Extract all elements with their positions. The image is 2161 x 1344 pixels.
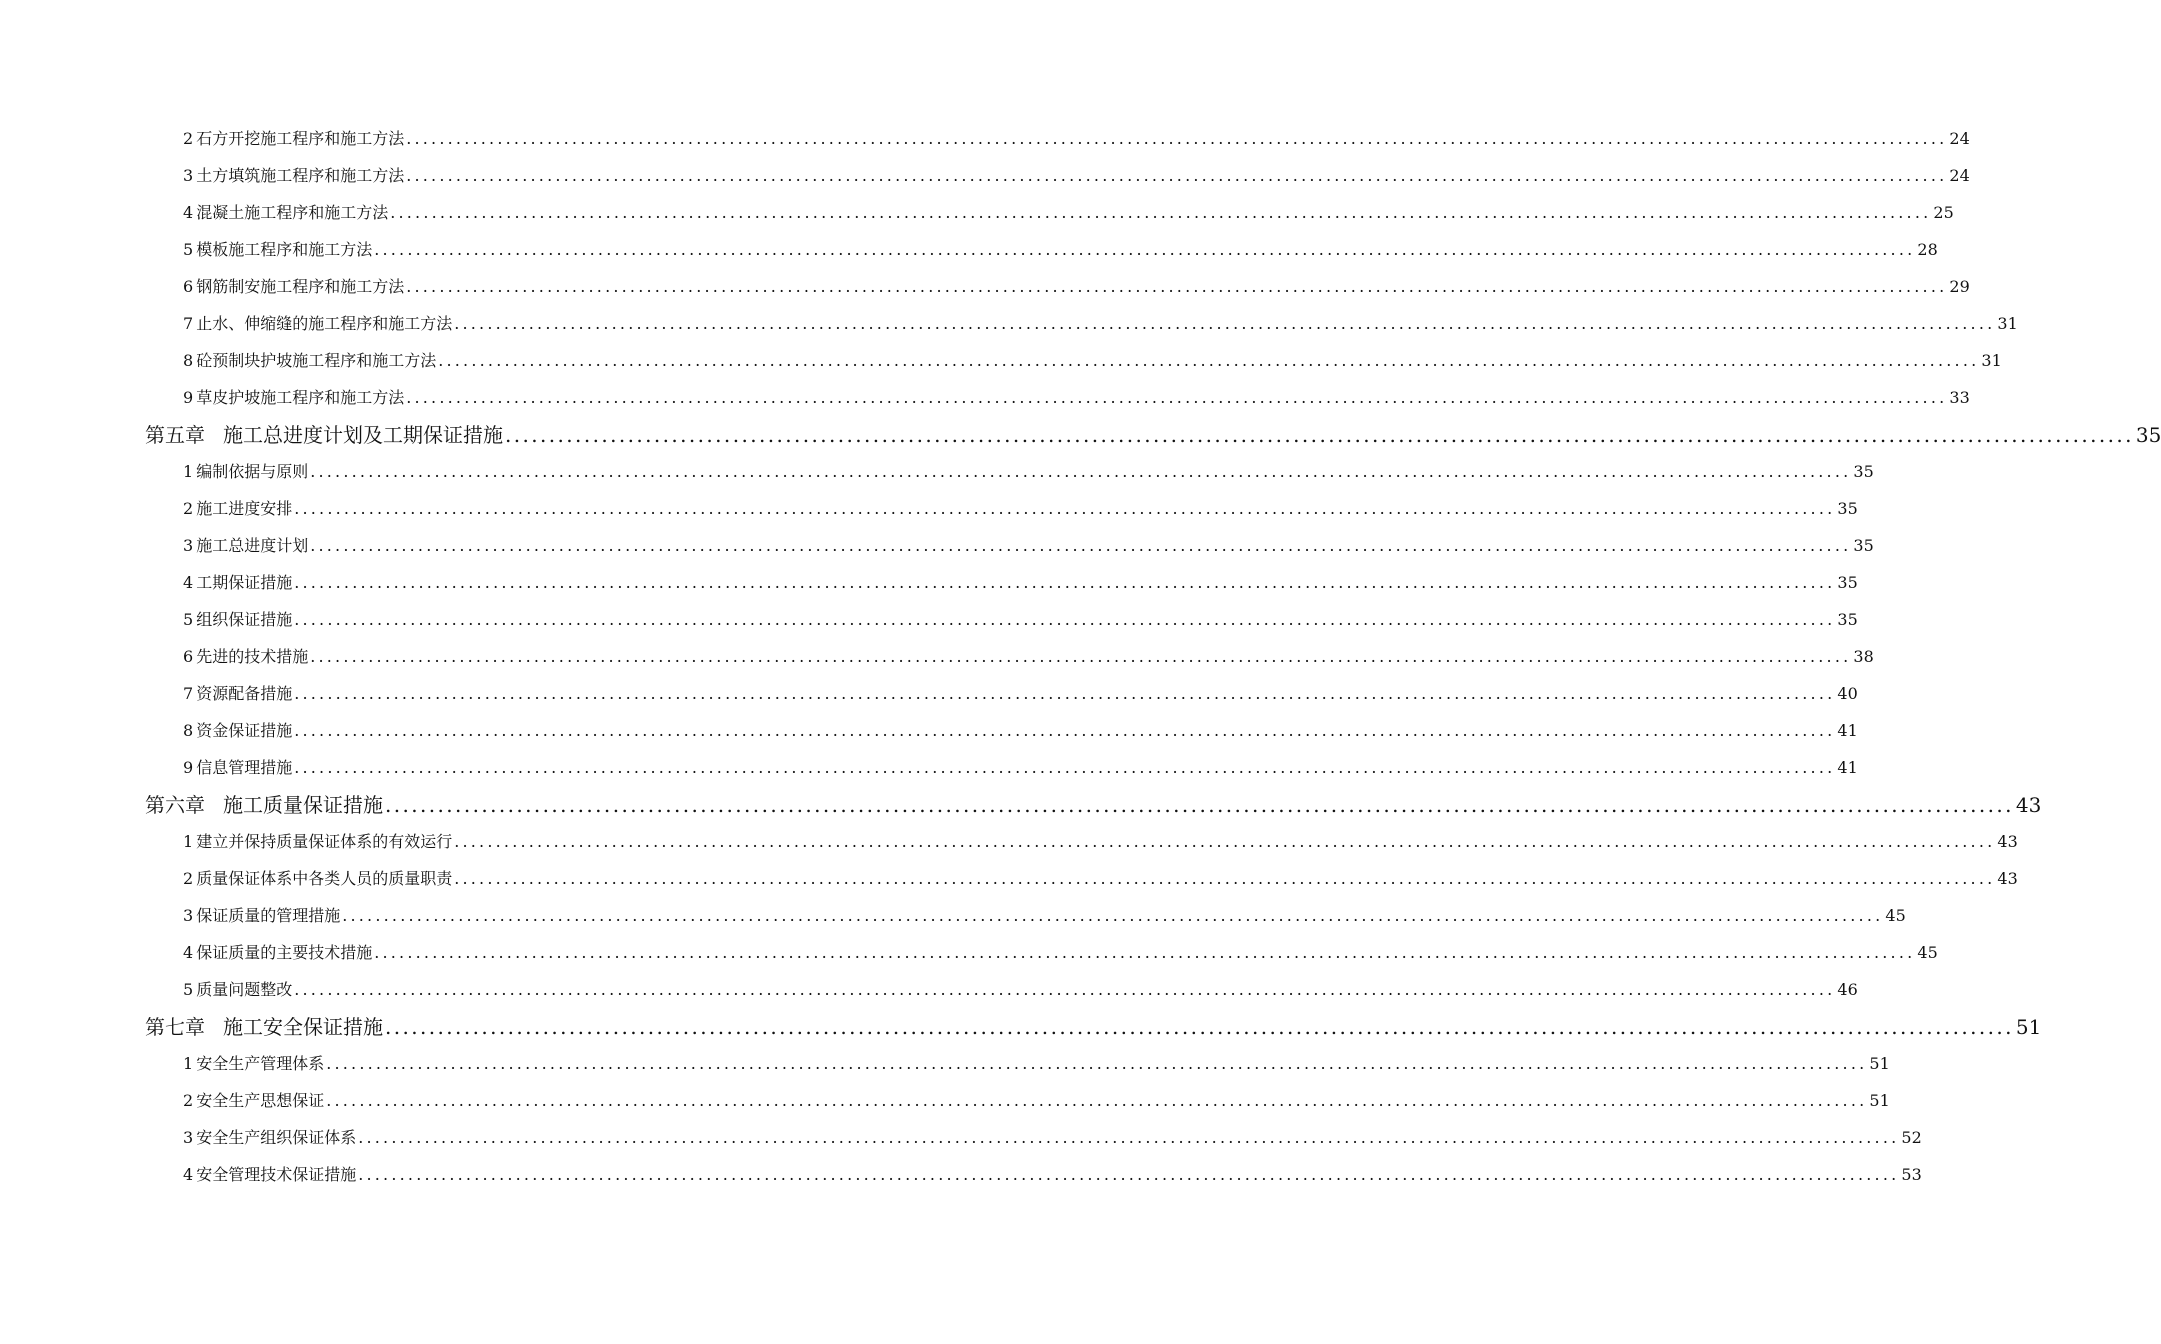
dot-leader: .......................................................................................................................................................................................... [294,721,1836,740]
dot-leader: .......................................................................................................................................................................................... [385,793,2014,817]
page-number: 24 [1949,166,1970,185]
page-number: 25 [1933,203,1954,222]
toc-entry-title [183,608,292,632]
toc-entry-title [145,421,503,449]
page-number: 43 [2015,793,2042,817]
section-number: 4 [183,203,194,222]
section-number: 2 [183,1091,194,1110]
dot-leader: .......................................................................................................................................................................................... [505,423,2134,447]
entry-title-text: 安全管理技术保证措施 [196,1165,357,1184]
section-number: 3 [183,906,194,925]
section-number: 7 [183,684,194,703]
dot-leader: .......................................................................................................................................................................................... [294,684,1836,703]
page-number: 35 [1837,610,1858,629]
entry-title-text: 质量保证体系中各类人员的质量职责 [196,869,453,888]
toc-entry-title [183,904,340,928]
entry-title-text: 草皮护坡施工程序和施工方法 [196,388,405,407]
dot-leader: .......................................................................................................................................................................................... [454,832,1996,851]
toc-entry-title [183,164,404,188]
page-number: 35 [1853,536,1874,555]
dot-leader: .......................................................................................................................................................................................... [358,1128,1900,1147]
toc-entry-title [183,534,308,558]
section-number: 6 [183,647,194,666]
page-number: 24 [1949,129,1970,148]
page-number: 35 [2135,423,2161,447]
dot-leader: .......................................................................................................................................................................................... [438,351,1980,370]
entry-title-text: 混凝土施工程序和施工方法 [196,203,389,222]
page-number: 51 [2015,1015,2042,1039]
toc-section-entry[interactable] [183,904,1906,928]
entry-title-text: 资金保证措施 [196,721,293,740]
chapter-number: 第七章 [145,1015,205,1039]
entry-title-text: 先进的技术措施 [196,647,309,666]
entry-title-text: 钢筋制安施工程序和施工方法 [196,277,405,296]
page-number: 35 [1837,499,1858,518]
toc-entry-title [183,645,308,669]
dot-leader: .......................................................................................................................................................................................... [310,647,1852,666]
toc-section-entry[interactable] [183,201,1954,225]
page-number: 28 [1917,240,1938,259]
entry-title-text: 模板施工程序和施工方法 [196,240,373,259]
toc-entry-title [183,1126,356,1150]
section-number: 4 [183,1165,194,1184]
toc-entry-title [183,1052,324,1076]
toc-section-entry[interactable] [183,386,1970,410]
dot-leader: .......................................................................................................................................................................................... [406,129,1948,148]
toc-section-entry[interactable] [183,941,1938,965]
toc-section-entry[interactable] [183,719,1858,743]
toc-entry-title [183,497,292,521]
dot-leader: .......................................................................................................................................................................................... [406,388,1948,407]
dot-leader: .......................................................................................................................................................................................... [294,610,1836,629]
page-number: 45 [1885,906,1906,925]
section-number: 3 [183,1128,194,1147]
entry-title-text: 施工总进度计划 [196,536,309,555]
dot-leader: .......................................................................................................................................................................................... [454,314,1996,333]
toc-entry-title [183,1089,324,1113]
dot-leader: .......................................................................................................................................................................................... [358,1165,1900,1184]
toc-entry-title [183,349,436,373]
dot-leader: .......................................................................................................................................................................................... [294,758,1836,777]
chapter-number: 第六章 [145,793,205,817]
section-number: 9 [183,758,194,777]
entry-title-text: 保证质量的主要技术措施 [196,943,373,962]
toc-entry-title [183,127,404,151]
page-number: 38 [1853,647,1874,666]
section-number: 3 [183,166,194,185]
toc-section-entry[interactable] [183,571,1858,595]
dot-leader: .......................................................................................................................................................................................... [374,240,1916,259]
dot-leader: .......................................................................................................................................................................................... [406,166,1948,185]
entry-title-text: 施工质量保证措施 [223,793,383,817]
section-number: 2 [183,869,194,888]
toc-entry-title [183,201,388,225]
toc-section-entry[interactable] [183,1089,1890,1113]
section-number: 5 [183,240,194,259]
dot-leader: .......................................................................................................................................................................................... [294,573,1836,592]
toc-section-entry[interactable] [183,756,1858,780]
section-number: 2 [183,129,194,148]
dot-leader: .......................................................................................................................................................................................... [326,1054,1868,1073]
entry-title-text: 石方开挖施工程序和施工方法 [196,129,405,148]
toc-section-entry[interactable] [183,1163,1922,1187]
toc-entry-title [183,1163,356,1187]
page-number: 41 [1837,758,1858,777]
page-number: 41 [1837,721,1858,740]
dot-leader: .......................................................................................................................................................................................... [454,869,1996,888]
toc-entry-title [183,978,292,1002]
toc-entry-title [183,830,452,854]
toc-entry-title [183,682,292,706]
dot-leader: .......................................................................................................................................................................................... [406,277,1948,296]
toc-entry-title [183,941,372,965]
toc-section-entry[interactable] [183,497,1858,521]
page-number: 51 [1869,1054,1890,1073]
section-number: 6 [183,277,194,296]
page-number: 43 [1997,832,2018,851]
page-number: 40 [1837,684,1858,703]
entry-title-text: 砼预制块护坡施工程序和施工方法 [196,351,437,370]
section-number: 3 [183,536,194,555]
toc-entry-title [183,460,308,484]
toc-section-entry[interactable] [183,830,2018,854]
dot-leader: .......................................................................................................................................................................................... [294,499,1836,518]
toc-section-entry[interactable] [183,682,1858,706]
entry-title-text: 安全生产组织保证体系 [196,1128,357,1147]
toc-chapter-entry[interactable] [145,421,2161,449]
dot-leader: .......................................................................................................................................................................................... [385,1015,2014,1039]
toc-section-entry[interactable] [183,312,2018,336]
dot-leader: .......................................................................................................................................................................................... [310,536,1852,555]
page-number: 33 [1949,388,1970,407]
entry-title-text: 建立并保持质量保证体系的有效运行 [196,832,453,851]
section-number: 8 [183,721,194,740]
toc-section-entry[interactable] [183,349,2002,373]
toc-entry-title [183,756,292,780]
page-number: 35 [1837,573,1858,592]
toc-entry-title [183,312,452,336]
toc-section-entry[interactable] [183,460,1874,484]
dot-leader: .......................................................................................................................................................................................... [342,906,1884,925]
entry-title-text: 质量问题整改 [196,980,293,999]
dot-leader: .......................................................................................................................................................................................... [374,943,1916,962]
section-number: 5 [183,610,194,629]
section-number: 2 [183,499,194,518]
toc-entry-title [183,571,292,595]
section-number: 8 [183,351,194,370]
toc-section-entry[interactable] [183,127,1970,151]
page-number: 45 [1917,943,1938,962]
section-number: 9 [183,388,194,407]
toc-section-entry[interactable] [183,534,1874,558]
chapter-number: 第五章 [145,423,205,447]
page-number: 35 [1853,462,1874,481]
toc-section-entry[interactable] [183,645,1874,669]
toc-entry-title [183,867,452,891]
entry-title-text: 信息管理措施 [196,758,293,777]
section-number: 1 [183,462,194,481]
section-number: 5 [183,980,194,999]
section-number: 7 [183,314,194,333]
entry-title-text: 安全生产管理体系 [196,1054,325,1073]
toc-section-entry[interactable] [183,608,1858,632]
entry-title-text: 施工安全保证措施 [223,1015,383,1039]
entry-title-text: 止水、伸缩缝的施工程序和施工方法 [196,314,453,333]
toc-section-entry[interactable] [183,867,2018,891]
entry-title-text: 施工总进度计划及工期保证措施 [223,423,503,447]
page-number: 29 [1949,277,1970,296]
toc-entry-title [183,719,292,743]
entry-title-text: 编制依据与原则 [196,462,309,481]
toc-entry-title [145,1013,383,1041]
toc-section-entry[interactable] [183,238,1938,262]
page-number: 43 [1997,869,2018,888]
page-number: 31 [1997,314,2018,333]
dot-leader: .......................................................................................................................................................................................... [390,203,1932,222]
page-number: 53 [1901,1165,1922,1184]
toc-section-entry[interactable] [183,1052,1890,1076]
page-number: 51 [1869,1091,1890,1110]
section-number: 1 [183,1054,194,1073]
toc-section-entry[interactable] [183,164,1970,188]
entry-title-text: 安全生产思想保证 [196,1091,325,1110]
entry-title-text: 工期保证措施 [196,573,293,592]
page-number: 31 [1981,351,2002,370]
entry-title-text: 组织保证措施 [196,610,293,629]
toc-section-entry[interactable] [183,275,1970,299]
section-number: 4 [183,943,194,962]
toc-chapter-entry[interactable] [145,791,2042,819]
entry-title-text: 土方填筑施工程序和施工方法 [196,166,405,185]
dot-leader: .......................................................................................................................................................................................... [310,462,1852,481]
toc-entry-title [183,275,404,299]
section-number: 1 [183,832,194,851]
toc-entry-title [183,386,404,410]
section-number: 4 [183,573,194,592]
page-number: 52 [1901,1128,1922,1147]
dot-leader: .......................................................................................................................................................................................... [294,980,1836,999]
dot-leader: .......................................................................................................................................................................................... [326,1091,1868,1110]
toc-entry-title [183,238,372,262]
toc-chapter-entry[interactable] [145,1013,2042,1041]
entry-title-text: 保证质量的管理措施 [196,906,341,925]
entry-title-text: 资源配备措施 [196,684,293,703]
toc-entry-title [145,791,383,819]
entry-title-text: 施工进度安排 [196,499,293,518]
toc-section-entry[interactable] [183,978,1858,1002]
toc-section-entry[interactable] [183,1126,1922,1150]
page-number: 46 [1837,980,1858,999]
